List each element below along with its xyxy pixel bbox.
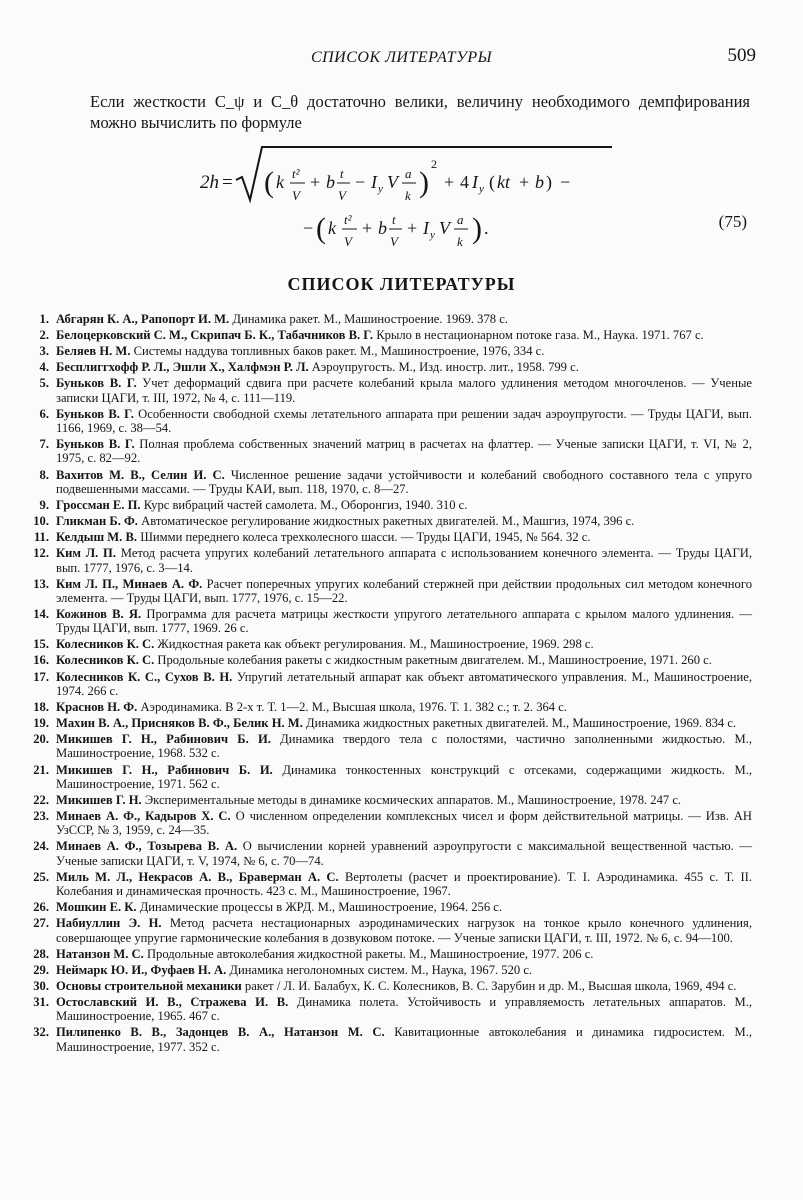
reference-number: 30. (33, 978, 49, 993)
reference-text: Крыло в нестационарном потоке газа. М., Наука. 1971. 767 с. (376, 328, 704, 343)
svg-text:+: + (519, 172, 530, 192)
svg-text:): ) (546, 172, 552, 192)
reference-authors: Кожинов В. Я. (56, 607, 142, 621)
reference-text: Курс вибраций частей самолета. М., Оборонгиз, 1940. 310 с. (143, 497, 468, 512)
reference-number: 22. (33, 792, 49, 807)
reference-text: Вертолеты (расчет и проектирование). Т. I. Аэродинамика. 455 с. Т. II. Колебания и динамическая прочность. 423 с. М., Машиностроение, 1967. (56, 869, 752, 899)
reference-item (30, 716, 752, 730)
reference-item (30, 607, 752, 636)
reference-number: 29. (33, 962, 49, 977)
reference-text: Аэродинамика. В 2-х т. Т. 1—2. М., Высшая школа, 1976. Т. 1. 382 с.; т. 2. 364 с. (140, 699, 567, 714)
reference-number: 10. (33, 514, 49, 529)
reference-authors: Келдыш М. В. (56, 530, 138, 545)
reference-authors: Буньков В. Г. (56, 406, 134, 421)
reference-text: Продольные автоколебания жидкостной ракеты. М., Машиностроение, 1977. 206 с. (146, 946, 594, 961)
reference-item (30, 763, 752, 792)
reference-authors: Натанзон М. С. (56, 946, 144, 961)
reference-item (30, 360, 752, 374)
reference-number: 21. (33, 762, 49, 777)
svg-text:y: y (430, 229, 435, 241)
reference-authors: Колесников К. С. (56, 653, 155, 668)
svg-text:V: V (292, 188, 300, 203)
reference-text: Динамика неголономных систем. М., Наука, 1967. 520 с. (229, 962, 533, 977)
svg-text:kt: kt (497, 172, 510, 192)
reference-item (30, 468, 752, 497)
reference-item (30, 437, 752, 466)
reference-authors: Ким Л. П., Минаев А. Ф. (56, 576, 203, 591)
reference-authors: Абгарян К. А., Рапопорт И. М. (56, 312, 230, 326)
reference-number: 24. (33, 839, 49, 854)
reference-number: 13. (33, 576, 49, 591)
reference-text: Метод расчета нестационарных аэродинамических нагрузок на тонкое крыло конечного удлинения, совершающее упругие гармонические колебания в дозвуковом потоке. — Ученые записки ЦАГИ, т. III, 1972. № 6, с. 94—100. (56, 916, 752, 945)
reference-item (30, 312, 752, 326)
svg-text:t: t (340, 166, 344, 181)
reference-authors: Беляев Н. М. (56, 344, 131, 359)
reference-number: 3. (39, 344, 49, 359)
reference-number: 1. (39, 312, 49, 326)
reference-number: 15. (33, 637, 49, 652)
reference-authors: Набиуллин Э. Н. (56, 916, 162, 931)
reference-number: 4. (39, 360, 49, 375)
reference-item (30, 979, 752, 993)
section-title: СПИСОК ЛИТЕРАТУРЫ (287, 274, 516, 294)
reference-text: Системы наддува топливных баков ракет. М., Машиностроение, 1976, 334 с. (133, 344, 545, 359)
reference-number: 20. (33, 732, 49, 747)
reference-number: 17. (33, 669, 49, 684)
reference-text: Полная проблема собственных значений матриц в расчетах на флаттер. — Ученые записки ЦАГИ, т. VI, № 2, 1975, с. 82—92. (56, 437, 752, 466)
reference-item (30, 732, 752, 761)
svg-text:−: − (355, 172, 366, 192)
reference-text: Динамика твердого тела с полостями, частично заполненными жидкостью. М., Машиностроение, 1968. 532 с. (56, 732, 752, 761)
reference-item (30, 407, 752, 436)
svg-text:2h: 2h (200, 172, 219, 193)
reference-authors: Минаев А. Ф., Кадыров Х. С. (56, 809, 231, 824)
reference-authors: Основы строительной механики (56, 978, 242, 993)
reference-text: Программа для расчета матрицы жесткости упругого летательного аппарата с крылом малого удлинения. — Труды ЦАГИ, вып. 1777, 1969. 26 с. (56, 607, 752, 636)
reference-item (30, 344, 752, 358)
reference-number: 8. (39, 467, 49, 482)
reference-authors: Остославский И. В., Стражева И. В. (56, 994, 289, 1009)
reference-text: Кавитационные автоколебания и динамика гидросистем. М., Машиностроение, 1977. 352 с. (56, 1025, 752, 1054)
running-title: СПИСОК ЛИТЕРАТУРЫ (310, 49, 493, 66)
svg-text:k: k (405, 188, 411, 203)
svg-text:k: k (328, 218, 336, 238)
svg-text:(: ( (264, 166, 274, 199)
svg-text:−: − (303, 218, 314, 238)
svg-text:+: + (407, 218, 418, 238)
reference-number: 19. (33, 716, 49, 731)
reference-authors: Миль М. Л., Некрасов А. В., Браверман А. С. (56, 869, 339, 884)
reference-item (30, 870, 752, 899)
reference-text: Экспериментальные методы в динамике космических аппаратов. М., Машиностроение, 1978. 247 с. (144, 792, 682, 807)
reference-text: О вычислении корней уравнений аэроупругости с максимальной вещественной частью. — Ученые записки ЦАГИ, т. V, 1974, № 6, с. 70—74. (56, 839, 752, 868)
svg-text:b: b (326, 172, 335, 192)
reference-item (30, 947, 752, 961)
reference-item (30, 653, 752, 667)
reference-number: 12. (33, 546, 49, 561)
svg-text:V: V (439, 218, 450, 238)
reference-authors: Белоцерковский С. М., Скрипач Б. К., Табачников В. Г. (56, 328, 374, 343)
reference-number: 23. (33, 809, 49, 824)
svg-text:t²: t² (344, 212, 352, 227)
svg-text:(: ( (316, 212, 326, 245)
reference-authors: Гликман Б. Ф. (56, 514, 138, 529)
reference-number: 14. (33, 607, 49, 621)
svg-text:a: a (405, 166, 412, 181)
reference-authors: Буньков В. Г. (56, 376, 137, 391)
reference-authors: Микишев Г. Н. (56, 792, 142, 807)
reference-number: 18. (33, 699, 49, 714)
reference-item (30, 700, 752, 714)
reference-number: 28. (33, 946, 49, 961)
reference-number: 9. (39, 497, 49, 512)
svg-text:4: 4 (460, 172, 469, 192)
reference-item (30, 1025, 752, 1054)
reference-number: 31. (33, 994, 49, 1009)
reference-item (30, 809, 752, 838)
reference-item (30, 995, 752, 1024)
reference-number: 5. (39, 376, 49, 391)
svg-text:a: a (457, 212, 464, 227)
svg-text:.: . (484, 218, 489, 238)
formula-75 (0, 142, 803, 262)
reference-authors: Пилипенко В. В., Задонцев В. А., Натанзон М. С. (56, 1025, 385, 1040)
formula-graphic (0, 142, 803, 262)
reference-authors: Колесников К. С. (56, 637, 155, 652)
reference-list (30, 312, 752, 1056)
svg-text:+: + (444, 172, 455, 192)
svg-text:V: V (344, 234, 352, 249)
reference-number: 11. (33, 530, 49, 545)
reference-item (30, 637, 752, 651)
reference-text: Автоматическое регулирование жидкостных ракетных двигателей. М., Машгиз, 1974, 396 с. (141, 514, 635, 529)
svg-text:+: + (310, 172, 321, 192)
reference-text: Продольные колебания ракеты с жидкостным ракетным двигателем. М., Машиностроение, 1971. 260 с. (157, 653, 712, 668)
reference-text: Жидкостная ракета как объект регулирования. М., Машиностроение, 1969. 298 с. (157, 637, 594, 652)
reference-number: 7. (39, 437, 49, 452)
reference-text: Учет деформаций сдвига при расчете колебаний крыла малого удлинения методом многочленов. — Ученые записки ЦАГИ, т. III, 1972, № 4, с. 111—119. (56, 376, 753, 405)
intro-paragraph (90, 91, 750, 133)
reference-text: Динамика жидкостных ракетных двигателей. М., Машиностроение, 1969. 834 с. (306, 716, 737, 731)
reference-number: 6. (39, 406, 49, 421)
svg-text:t²: t² (292, 166, 300, 181)
reference-item (30, 514, 752, 528)
reference-number: 16. (33, 653, 49, 668)
svg-text:y: y (479, 183, 484, 195)
svg-text:V: V (387, 172, 398, 192)
reference-text: Особенности свободной схемы летательного аппарата при решении задач аэроупругости. — Труды ЦАГИ, вып. 1166, 1969, с. 38—54. (56, 406, 752, 436)
svg-text:+: + (362, 218, 373, 238)
reference-text: Расчет поперечных упругих колебаний стержней при действии продольных сил методом конечного элемента. — Труды ЦАГИ, вып. 1777, 1976, с. 15—22. (56, 576, 752, 605)
running-head (0, 45, 803, 71)
reference-text: О численном определении комплексных чисел и форм действительной матрицы. — Изв. АН УзССР, № 3, 1959, с. 24—35. (56, 809, 752, 838)
reference-authors: Гроссман Е. П. (56, 497, 141, 512)
reference-text: ракет / Л. И. Балабух, К. С. Колесников, В. С. Зарубин и др. М., Высшая школа, 1969, 494 с. (244, 978, 737, 993)
reference-item (30, 328, 752, 342)
reference-item (30, 376, 752, 405)
reference-text: Метод расчета упругих колебаний летательного аппарата с использованием конечного элемента. — Труды ЦАГИ, вып. 1777, 1976, с. 3—14. (56, 546, 753, 575)
reference-authors: Махин В. А., Присняков В. Ф., Белик Н. М. (56, 716, 303, 731)
reference-authors: Неймарк Ю. И., Фуфаев Н. А. (56, 962, 227, 977)
svg-text:=: = (222, 172, 233, 193)
svg-text:b: b (378, 218, 387, 238)
reference-number: 26. (33, 900, 49, 915)
reference-text: Численное решение задачи устойчивости и колебаний свободного составного тела с упруго подвешенными массами. — Труды КАИ, вып. 118, 1970, с. 8—27. (56, 467, 752, 496)
svg-text:): ) (472, 212, 482, 245)
reference-text: Аэроупругость. М., Изд. иностр. лит., 1958. 799 с. (311, 360, 579, 375)
svg-text:(: ( (489, 172, 495, 192)
reference-authors: Минаев А. Ф., Тозырева В. А. (56, 839, 238, 854)
page-number: 509 (727, 45, 756, 66)
reference-authors: Колесников К. С., Сухов В. Н. (56, 669, 233, 684)
reference-text: Динамика ракет. М., Машиностроение. 1969. 378 с. (232, 312, 508, 326)
reference-item (30, 577, 752, 606)
reference-item (30, 546, 752, 575)
svg-text:2: 2 (431, 157, 437, 171)
reference-authors: Бесплиггхофф Р. Л., Эшли Х., Халфмэн Р. Л. (56, 360, 309, 375)
svg-text:t: t (392, 212, 396, 227)
reference-item (30, 530, 752, 544)
reference-authors: Микишев Г. Н., Рабинович Б. И. (56, 732, 271, 747)
intro-text: Если жесткости C_ψ и C_θ достаточно велики, величину необходимого демпфирования можно вычислить по формуле (90, 92, 750, 132)
svg-text:y: y (378, 183, 383, 195)
reference-text: Динамические процессы в ЖРД. М., Машиностроение, 1964. 256 с. (139, 900, 503, 915)
reference-item (30, 670, 752, 699)
equation-number: (75) (718, 212, 747, 231)
reference-authors: Ким Л. П. (56, 546, 116, 561)
svg-text:V: V (338, 188, 346, 203)
svg-text:k: k (276, 172, 284, 192)
reference-item (30, 498, 752, 512)
svg-text:I: I (423, 218, 429, 238)
svg-text:): ) (419, 166, 429, 199)
reference-number: 32. (33, 1025, 49, 1040)
reference-authors: Буньков В. Г. (56, 437, 135, 452)
svg-text:V: V (390, 234, 398, 249)
reference-number: 25. (33, 869, 49, 884)
reference-number: 27. (33, 916, 49, 931)
reference-authors: Краснов Н. Ф. (56, 699, 138, 714)
reference-item (30, 916, 752, 945)
reference-authors: Вахитов М. В., Селин И. С. (56, 467, 225, 482)
svg-text:−: − (560, 172, 571, 192)
reference-authors: Микишев Г. Н., Рабинович Б. И. (56, 762, 273, 777)
svg-text:b: b (535, 172, 544, 192)
svg-text:k: k (457, 234, 463, 249)
reference-text: Динамика полета. Устойчивость и управляемость летательных аппаратов. М., Машиностроение, 1965. 467 с. (56, 994, 752, 1024)
reference-item (30, 900, 752, 914)
reference-item (30, 963, 752, 977)
reference-item (30, 793, 752, 807)
svg-text:I: I (472, 172, 478, 192)
svg-text:I: I (371, 172, 377, 192)
reference-text: Шимми переднего колеса трехколесного шасси. — Труды ЦАГИ, 1945, № 564. 32 с. (140, 530, 591, 545)
reference-number: 2. (39, 328, 49, 343)
reference-text: Динамика тонкостенных конструкций с отсеками, содержащими жидкость. М., Машиностроение, 1971. 562 с. (56, 762, 752, 791)
reference-text: Упругий летательный аппарат как объект автоматического управления. М., Машиностроение, 1974. 266 с. (56, 669, 752, 698)
reference-item (30, 839, 752, 868)
reference-authors: Мошкин Е. К. (56, 900, 137, 915)
